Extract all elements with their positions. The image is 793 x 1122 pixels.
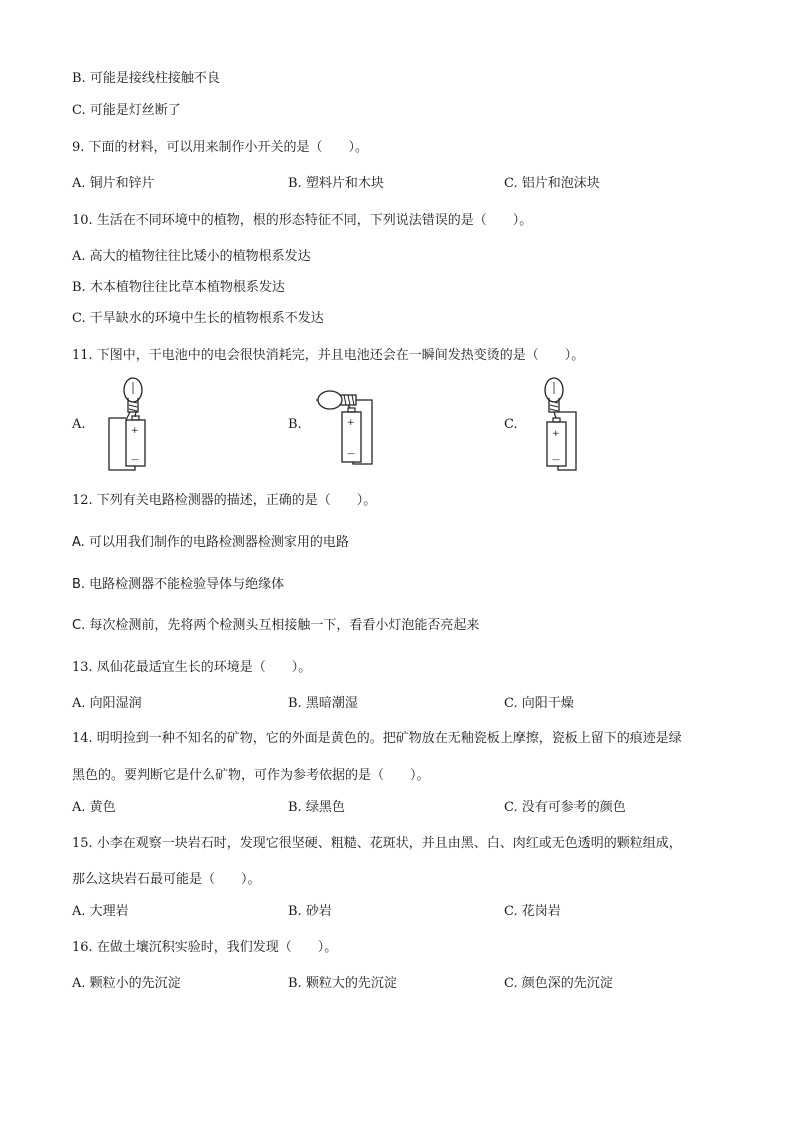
q13-option-c: C. 向阳干燥 [504,696,574,711]
question-9-stem: 9. 下面的材料，可以用来制作小开关的是（ ）。 [72,140,369,155]
q11-circuit-c [528,374,588,474]
q10-option-a: A. 高大的植物往往比矮小的植物根系发达 [72,249,311,264]
question-10-stem: 10. 生活在不同环境中的植物，根的形态特征不同，下列说法错误的是（ ）。 [72,213,533,228]
q12-option-b: B. 电路检测器不能检验导体与绝缘体 [72,577,285,592]
q15-option-c: C. 花岗岩 [504,904,561,919]
q12-option-a: A. 可以用我们制作的电路检测器检测家用的电路 [72,535,349,550]
question-16-stem: 16. 在做土壤沉积实验时，我们发现（ ）。 [72,940,338,955]
question-12-stem: 12. 下列有关电路检测器的描述，正确的是（ ）。 [72,493,377,508]
q12-option-c: C. 每次检测前，先将两个检测头互相接触一下，看看小灯泡能否亮起来 [72,618,480,633]
q11-label-a: A. [72,417,86,432]
q16-option-b: B. 颗粒大的先沉淀 [288,976,397,991]
q9-option-a: A. 铜片和锌片 [72,176,155,191]
q9-option-b: B. 塑料片和木块 [288,176,384,191]
q14-option-a: A. 黄色 [72,800,116,815]
q15-option-a: A. 大理岩 [72,904,129,919]
plus-sign: + [347,418,355,428]
minus-sign: — [131,455,139,464]
question-15-line2: 那么这块岩石最可能是（ ）。 [72,872,261,887]
q16-option-c: C. 颜色深的先沉淀 [504,976,613,991]
q15-option-b: B. 砂岩 [288,904,332,919]
q14-option-b: B. 绿黑色 [288,800,345,815]
q14-option-c: C. 没有可参考的颜色 [504,800,626,815]
option-c-prev: C. 可能是灯丝断了 [72,103,181,118]
minus-sign: — [347,449,355,458]
question-15-line1: 15. 小李在观察一块岩石时，发现它很坚硬、粗糙、花斑状，并且由黑、白、肉红或无色透明的颗粒组成， [72,836,682,851]
question-14-line1: 14. 明明捡到一种不知名的矿物，它的外面是黄色的。把矿物放在无釉瓷板上摩擦，瓷板上留下的痕迹是绿 [72,731,682,746]
q10-option-c: C. 干旱缺水的环境中生长的植物根系不发达 [72,311,324,326]
q13-option-b: B. 黑暗潮湿 [288,696,358,711]
q13-option-a: A. 向阳湿润 [72,696,142,711]
q10-option-b: B. 木本植物往往比草本植物根系发达 [72,280,285,295]
plus-sign: + [552,429,560,439]
q11-label-c: C. [504,417,518,432]
q11-circuit-a [95,374,165,474]
option-b-prev: B. 可能是接线柱接触不良 [72,71,220,86]
question-11-stem: 11. 下图中，干电池中的电会很快消耗完，并且电池还会在一瞬间发热变烫的是（ ）。 [72,348,585,363]
question-14-line2: 黑色的。要判断它是什么矿物，可作为参考依据的是（ ）。 [72,768,430,783]
q11-circuit-b [308,380,388,470]
q9-option-c: C. 铝片和泡沫块 [504,176,600,191]
q11-label-b: B. [288,417,302,432]
q16-option-a: A. 颗粒小的先沉淀 [72,976,181,991]
plus-sign: + [131,426,139,436]
question-13-stem: 13. 凤仙花最适宜生长的环境是（ ）。 [72,660,312,675]
minus-sign: — [552,455,560,464]
